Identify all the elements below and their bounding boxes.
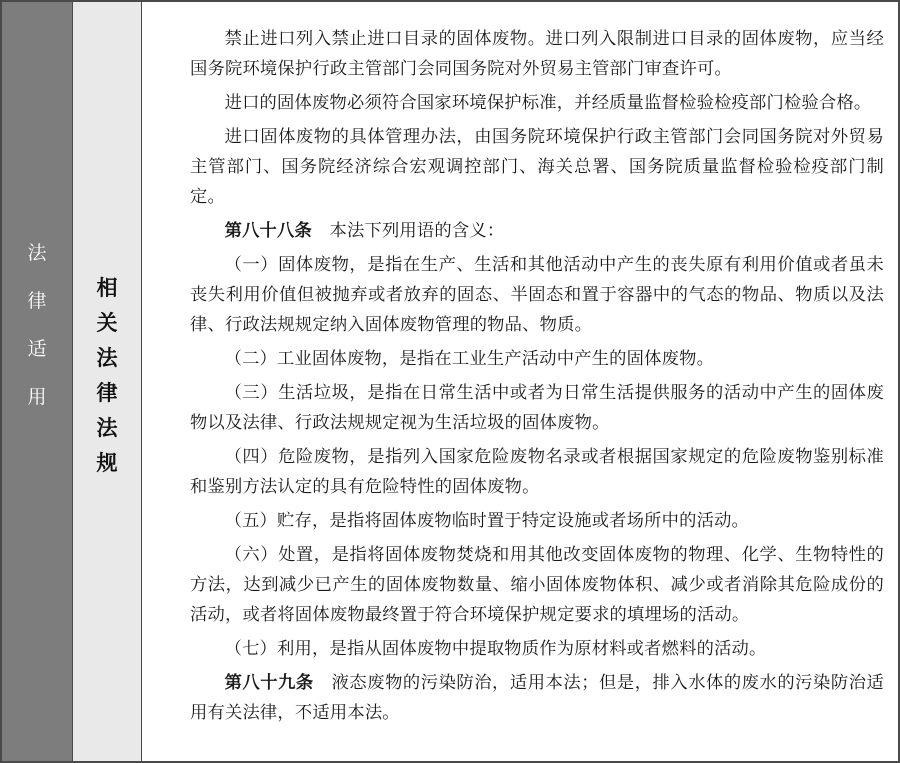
category-column: [2, 2, 73, 761]
section-label: 相 关 法 律 法 规: [96, 276, 118, 475]
definition-item: （二）工业固体废物，是指在工业生产活动中产生的固体废物。: [224, 349, 715, 369]
law-text: [142, 2, 898, 761]
paragraph: 进口的固体废物必须符合国家环境保护标准，并经质量监督检验检疫部门检验合格。: [224, 93, 872, 113]
category-label: 法 律 适 用: [27, 242, 47, 408]
definition-item: （三）生活垃圾，是指在日常生活中或者为日常生活提供服务的活动中产生的固体废物以及法律、行政法规规定视为生活垃圾的固体废物。: [190, 383, 884, 433]
definition-item: （一）固体废物，是指在生产、生活和其他活动中产生的丧失原有利用价值或者虽未丧失利用价值但被抛弃或者放弃的固态、半固态和置于容器中的气态的物品、物质以及法律、行政法规规定纳入固体废物管理的物品、物质。: [190, 255, 884, 335]
article-88: 第八十八条 本法下列用语的含义：: [224, 221, 505, 241]
article-89: 第八十九条 液态废物的污染防治，适用本法；但是，排入水体的废水的污染防治适用有关法律，不适用本法。: [190, 673, 884, 723]
section-column: [73, 2, 142, 761]
definition-item: （五）贮存，是指将固体废物临时置于特定设施或者场所中的活动。: [224, 511, 750, 531]
definition-item: （六）处置，是指将固体废物焚烧和用其他改变固体废物的物理、化学、生物特性的方法，达到减少已产生的固体废物数量、缩小固体废物体积、减少或者消除其危险成份的活动，或者将固体废物最终置于符合环境保护规定要求的填埋场的活动。: [190, 545, 884, 625]
paragraph: 进口固体废物的具体管理办法，由国务院环境保护行政主管部门会同国务院对外贸易主管部门、国务院经济综合宏观调控部门、海关总署、国务院质量监督检验检疫部门制定。: [190, 127, 884, 207]
article-number: 第八十八条: [224, 221, 313, 241]
paragraph: 禁止进口列入禁止进口目录的固体废物。进口列入限制进口目录的固体废物，应当经国务院环境保护行政主管部门会同国务院对外贸易主管部门审查许可。: [190, 29, 884, 79]
definition-item: （四）危险废物，是指列入国家危险废物名录或者根据国家规定的危险废物鉴别标准和鉴别方法认定的具有危险特性的固体废物。: [190, 447, 884, 497]
definition-item: （七）利用，是指从固体废物中提取物质作为原材料或者燃料的活动。: [224, 639, 767, 659]
article-number: 第八十九条: [224, 673, 314, 693]
